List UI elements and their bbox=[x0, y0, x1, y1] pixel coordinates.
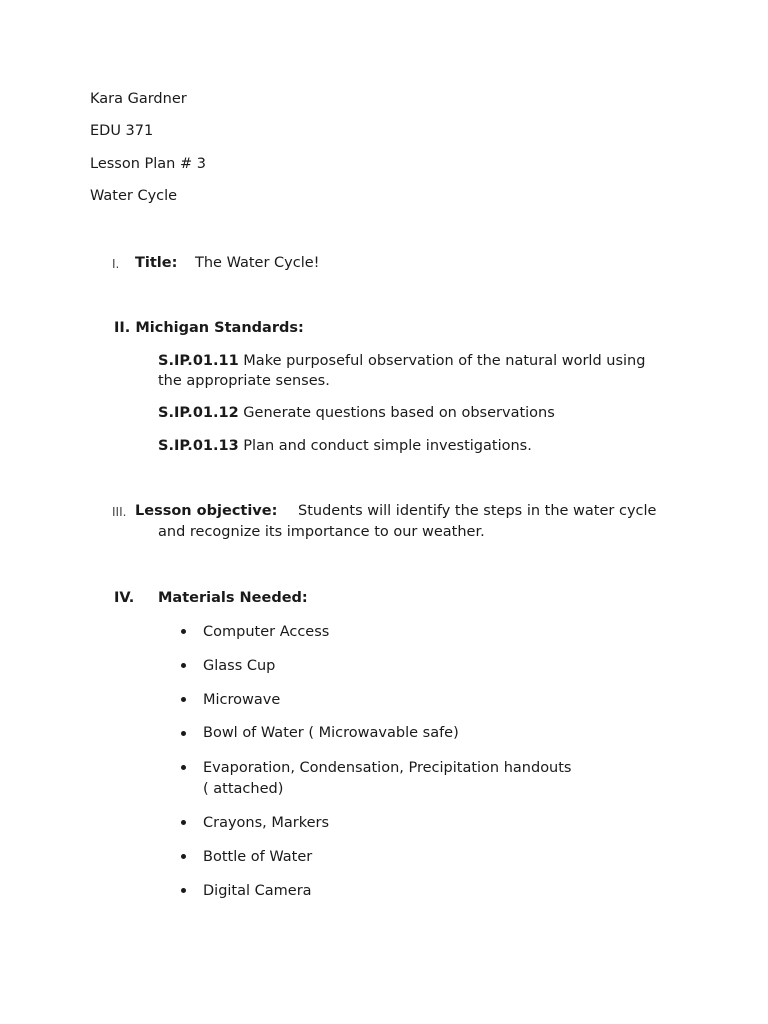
section-1-label: Title: bbox=[135, 255, 178, 271]
bullet-icon bbox=[181, 697, 186, 702]
section-1-numeral: I. bbox=[112, 257, 120, 271]
standard-3-text: Plan and conduct simple investigations. bbox=[243, 438, 532, 454]
lesson-plan-number: Lesson Plan # 3 bbox=[90, 156, 206, 172]
section-4-label: Materials Needed: bbox=[158, 590, 308, 606]
standard-1-code: S.IP.01.11 bbox=[158, 353, 239, 369]
section-2-heading: II. Michigan Standards: bbox=[114, 320, 304, 336]
bullet-icon bbox=[181, 629, 186, 634]
standard-2-code: S.IP.01.12 bbox=[158, 405, 239, 421]
material-item: Crayons, Markers bbox=[203, 815, 330, 831]
standard-1-text-cont: the appropriate senses. bbox=[158, 373, 330, 389]
material-item: Digital Camera bbox=[203, 883, 312, 899]
standard-2-text: Generate questions based on observations bbox=[243, 405, 555, 421]
material-item: Bottle of Water bbox=[203, 849, 313, 865]
material-item: Evaporation, Condensation, Precipitation handouts bbox=[203, 760, 572, 776]
material-item: Computer Access bbox=[203, 624, 330, 640]
section-3-objective-text: Students will identify the steps in the water cycle bbox=[298, 503, 657, 519]
standard-1-text: Make purposeful observation of the natural world using bbox=[243, 353, 646, 369]
section-3-objective-text-cont: and recognize its importance to our weather. bbox=[158, 524, 485, 540]
section-3-numeral: III. bbox=[112, 505, 127, 519]
section-3-label: Lesson objective: bbox=[135, 503, 278, 519]
material-item: Glass Cup bbox=[203, 658, 276, 674]
material-item-cont: ( attached) bbox=[203, 781, 284, 797]
section-1-title-value: The Water Cycle! bbox=[195, 255, 320, 271]
bullet-icon bbox=[181, 663, 186, 668]
standard-1 bbox=[158, 351, 645, 371]
material-item: Bowl of Water ( Microwavable safe) bbox=[203, 725, 459, 741]
author-name: Kara Gardner bbox=[90, 91, 187, 107]
bullet-icon bbox=[181, 854, 186, 859]
standard-3-code: S.IP.01.13 bbox=[158, 438, 239, 454]
course-code: EDU 371 bbox=[90, 123, 154, 139]
standard-2 bbox=[158, 403, 555, 423]
bullet-icon bbox=[181, 765, 186, 770]
section-4-numeral: IV. bbox=[114, 590, 135, 606]
standard-3 bbox=[158, 436, 532, 456]
lesson-topic: Water Cycle bbox=[90, 188, 178, 204]
bullet-icon bbox=[181, 888, 186, 893]
bullet-icon bbox=[181, 731, 186, 736]
bullet-icon bbox=[181, 820, 186, 825]
material-item: Microwave bbox=[203, 692, 281, 708]
